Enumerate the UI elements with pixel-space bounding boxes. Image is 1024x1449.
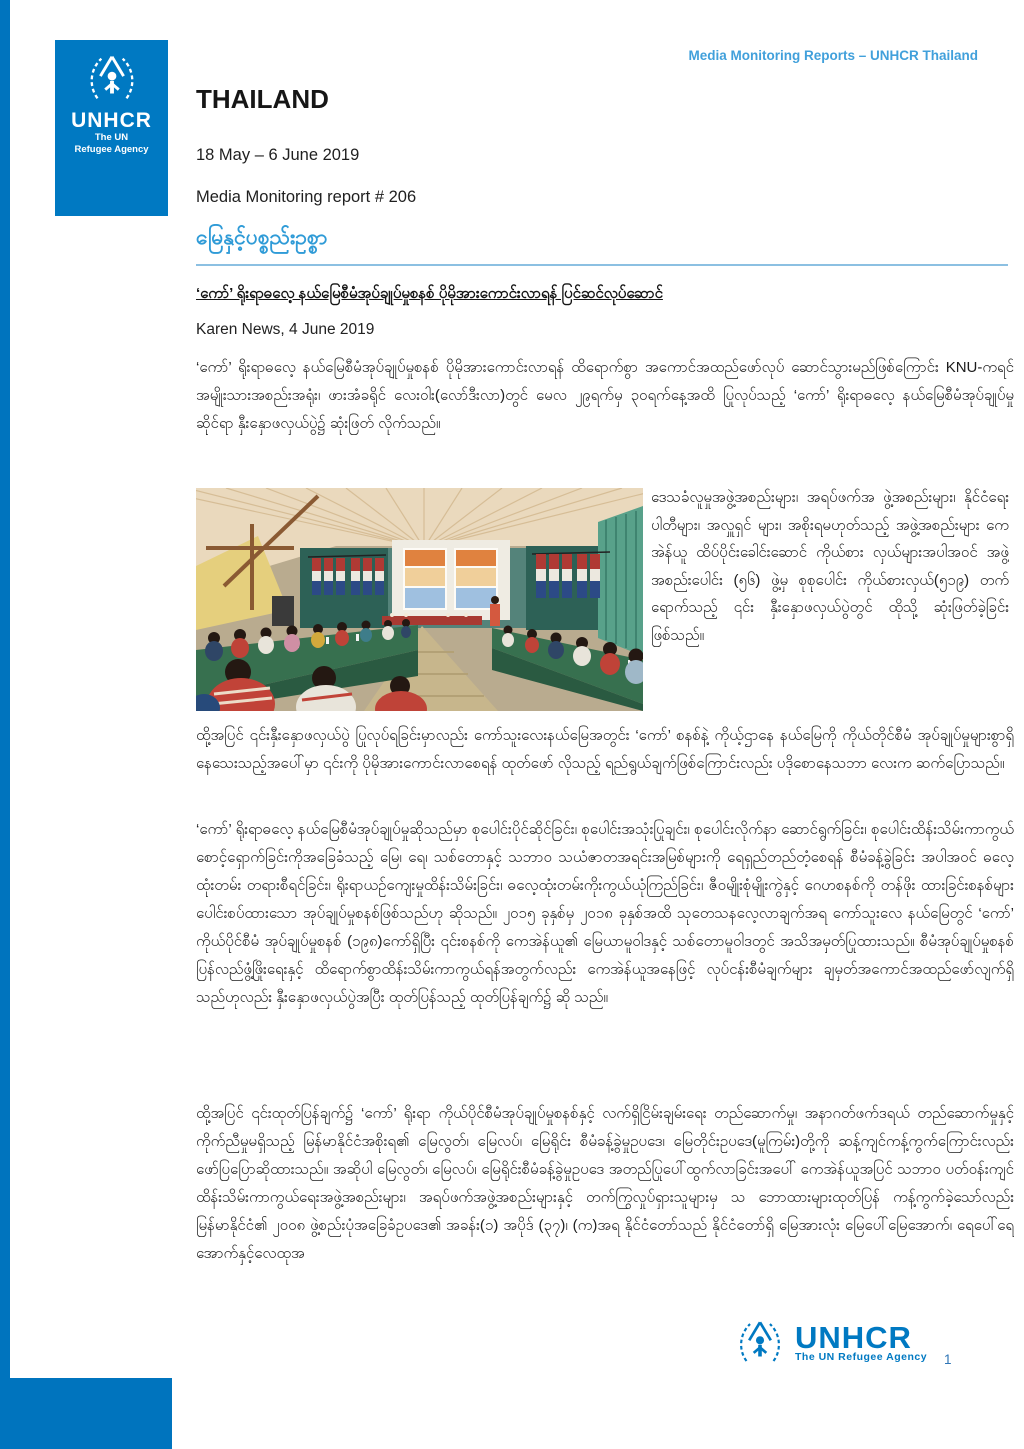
report-date-range: 18 May – 6 June 2019 xyxy=(196,146,360,164)
footer-unhcr-emblem-icon xyxy=(733,1316,787,1370)
footer-logo-tagline: The UN Refugee Agency xyxy=(795,1351,928,1363)
page-title: THAILAND xyxy=(196,84,329,114)
article-photo-side-text: ဒေသခံလူမှုအဖွဲ့အစည်းများ၊ အရပ်ဖက်အ ဖွဲ့အစည်းများ၊ နိုင်ငံရေးပါတီများ၊ အလှူရှင် များ၊ အစိုးရမဟုတ်သည့် အဖွဲ့အစည်းများ ကေအဲန်ယူ ထိပ်ပိုင်းခေါင်းဆောင် ကိုယ်စား လှယ်များအပါအဝင် အဖွဲ့အစည်းပေါင်း (၅၆) ဖွဲ့မှ စုစုပေါင်း ကိုယ်စားလှယ်(၅၁၉) တက် ရောက်သည့် ၎င်း နှီးနှောဖလှယ်ပွဲတွင် ထိုသို့ ဆုံးဖြတ်ခဲ့ခြင်း ဖြစ်သည်။ xyxy=(651,489,1009,644)
page-number: 1 xyxy=(944,1352,952,1367)
article-paragraph-1: ‘ကော်’ ရိုးရာဓလေ့ နယ်မြေစီမံအုပ်ချုပ်မှုစနစ် ပိုမိုအားကောင်းလာရန် ထိရောက်စွာ အကောင်အထည်ဖော်လုပ် ဆောင်သွားမည်ဖြစ်ကြောင်း KNU-ကရင်အမျိုးသားအစည်းအရုံး၊ ဖားအံခရိုင် လေးဝါး(လော်ဒီးလာ)တွင် မေလ ၂၉ရက်မှ ၃၀ရက်နေ့အထိ ပြုလုပ်သည့် ‘ကော်’ ရိုးရာဓလေ့ နယ်မြေစီမံအုပ်ချုပ်မှုဆိုင်ရာ နှီးနှောဖလှယ်ပွဲ၌ ဆုံးဖြတ် လိုက်သည်။ xyxy=(196,359,1014,432)
article-paragraph-3: ‘ကော်’ ရိုးရာဓလေ့ နယ်မြေစီမံအုပ်ချုပ်မှုဆိုသည်မှာ စုပေါင်းပိုင်ဆိုင်ခြင်း၊ စုပေါင်းအသုံးပြုချင်း၊ စုပေါင်းလိုက်နာ ဆောင်ရွက်ခြင်း၊ စုပေါင်းထိန်းသိမ်းကာကွယ်စောင့်ရှောက်ခြင်းကိုအခြေခံသည့် မြေ၊ ရေ၊ သစ်တောနှင့် သဘာဝ သယံဇာတအရင်းအမြစ်များကို ရေရှည်တည်တံ့စေရန် စီမံခန့်ခွဲခြင်း အပါအဝင် ဓလေ့ထုံးတမ်း တရားစီရင်ခြင်း၊ ရိုးရာယဉ်ကျေးမှုထိန်းသိမ်းခြင်း၊ ဓလေ့ထုံးတမ်းကိုးကွယ်ယုံကြည်ခြင်း၊ ဇီဝမျိုးစုံမျိုးကွဲနှင့် ဂေဟစနစ်ကို တန်ဖိုး ထားခြင်းစနစ်များ ပေါင်းစပ်ထားသော အုပ်ချုပ်မှုစနစ်ဖြစ်သည်ဟု ဆိုသည်။ ၂၀၁၅ ခုနှစ်မှ ၂၀၁၈ ခုနှစ်အထိ သုတေသနလေ့လာချက်အရ ကော်သူးလေ နယ်မြေတွင် ‘ကော်’ ကိုယ်ပိုင်စီမံ အုပ်ချုပ်မှုစနစ် (၁၉၈)ကော်ရှိပြီး ၎င်းစနစ်ကို ကေအဲန်ယူ၏ မြေယာမူဝါဒနှင့် သစ်တောမူဝါဒတွင် အသိအမှတ်ပြုထားသည်။ စီမံအုပ်ချုပ်မှုစနစ် ပြန်လည်ဖွံ့ဖြိုးရေးနှင့် ထိရောက်စွာထိန်းသိမ်းကာကွယ်ရန်အတွက်လည်း ကေအဲန်ယူအနေဖြင့် လုပ်ငန်းစီမံချက်များ ချမှတ်အကောင်အထည်ဖော်လျက်ရှိသည်ဟုလည်း နှီးနှောဖလှယ်ပွဲအပြီး ထုတ်ပြန်သည့် ထုတ်ပြန်ချက်၌ ဆို သည်။ xyxy=(196,821,1014,1006)
article-paragraph-2: ထို့အပြင် ၎င်းနှီးနှောဖလှယ်ပွဲ ပြုလုပ်ရခြင်းမှာလည်း ကော်သူးလေးနယ်မြေအတွင်း ‘ကော်’ စနစ်နဲ့ ကိုယ့်ဌာနေ နယ်မြေကို ကိုယ်တိုင်စီမံ အုပ်ချုပ်မှုများစွာရှိနေသေးသည့်အပေါ်မှာ ၎င်းကို ပိုမိုအားကောင်းလာစေရန် ထုတ်ဖော် လိုသည့် ရည်ရွယ်ချက်ဖြစ်ကြောင်းလည်း ပဒိုစောနေသဘာ လေးက ဆက်ပြောသည်။ xyxy=(196,727,1014,772)
header-report-series: Media Monitoring Reports – UNHCR Thailand xyxy=(688,48,978,63)
unhcr-logo-box xyxy=(55,40,168,216)
footer-logo-wordmark: UNHCR xyxy=(795,1320,912,1355)
section-heading-land-property: မြေနှင့်ပစ္စည်းဥစ္စာ xyxy=(196,224,1008,266)
logo-wordmark: UNHCR xyxy=(71,109,152,132)
logo-tagline-line1: The UN xyxy=(94,132,129,143)
article-paragraph-4: ထို့အပြင် ၎င်းထုတ်ပြန်ချက်၌ ‘ကော်’ ရိုးရာ ကိုယ်ပိုင်စီမံအုပ်ချုပ်မှုစနစ်နှင့် လက်ရှိငြိမ်းချမ်းရေး တည်ဆောက်မှု၊ အနာဂတ်ဖက်ဒရယ် တည်ဆောက်မှုနှင့် ကိုက်ညီမှုမရှိသည့် မြန်မာနိုင်ငံအစိုးရ၏ မြေလွတ်၊ မြေလပ်၊ မြေရိုင်း စီမံခန့်ခွဲမှုဥပဒေ၊ မြေတိုင်းဥပဒေ(မူကြမ်း)တို့ကို ဆန့်ကျင်ကန့်ကွက်ကြောင်းလည်း ဖော်ပြပြောဆိုထားသည်။ အဆိုပါ မြေလွတ်၊ မြေလပ်၊ မြေရိုင်းစီမံခန့်ခွဲမှုဥပဒေ အတည်ပြုပေါ်ထွက်လာခြင်းအပေါ် ကေအဲန်ယူအပြင် သဘာဝ ပတ်ဝန်းကျင်ထိန်းသိမ်းကာကွယ်ရေးအဖွဲ့အစည်းများ၊ အရပ်ဖက်အဖွဲ့အစည်းများနှင့် တက်ကြွလှုပ်ရှားသူများမှ သ ဘောထားများထုတ်ပြန် ကန့်ကွက်ခဲ့သော်လည်း မြန်မာနိုင်ငံ၏ ၂၀၀၈ ဖွဲ့စည်းပုံအခြေခံဥပဒေ၏ အခန်း(၁) အပိုဒ် (၃၇)၊ (က)အရ နိုင်ငံတော်သည် နိုင်ငံတော်ရှိ မြေအားလုံး မြေပေါ်မြေအောက်၊ ရေပေါ်ရေအောက်နှင့်လေထုအ xyxy=(196,1105,1014,1262)
logo-tagline-line2: Refugee Agency xyxy=(74,144,149,155)
left-accent-bar xyxy=(0,0,10,1449)
meeting-photo xyxy=(196,488,643,711)
bottom-left-accent-block xyxy=(0,1378,172,1449)
unhcr-emblem-icon xyxy=(83,50,141,108)
report-number: Media Monitoring report # 206 xyxy=(196,188,417,206)
article-source: Karen News, 4 June 2019 xyxy=(196,321,375,338)
meeting-photo-illustration xyxy=(196,488,643,711)
footer-unhcr-logo xyxy=(733,1316,927,1370)
article-headline: ‘ကော်’ ရိုးရာဓလေ့ နယ်မြေစီမံအုပ်ချုပ်မှုစနစ် ပိုမိုအားကောင်းလာရန် ပြင်ဆင်လုပ်ဆောင် xyxy=(196,285,663,302)
